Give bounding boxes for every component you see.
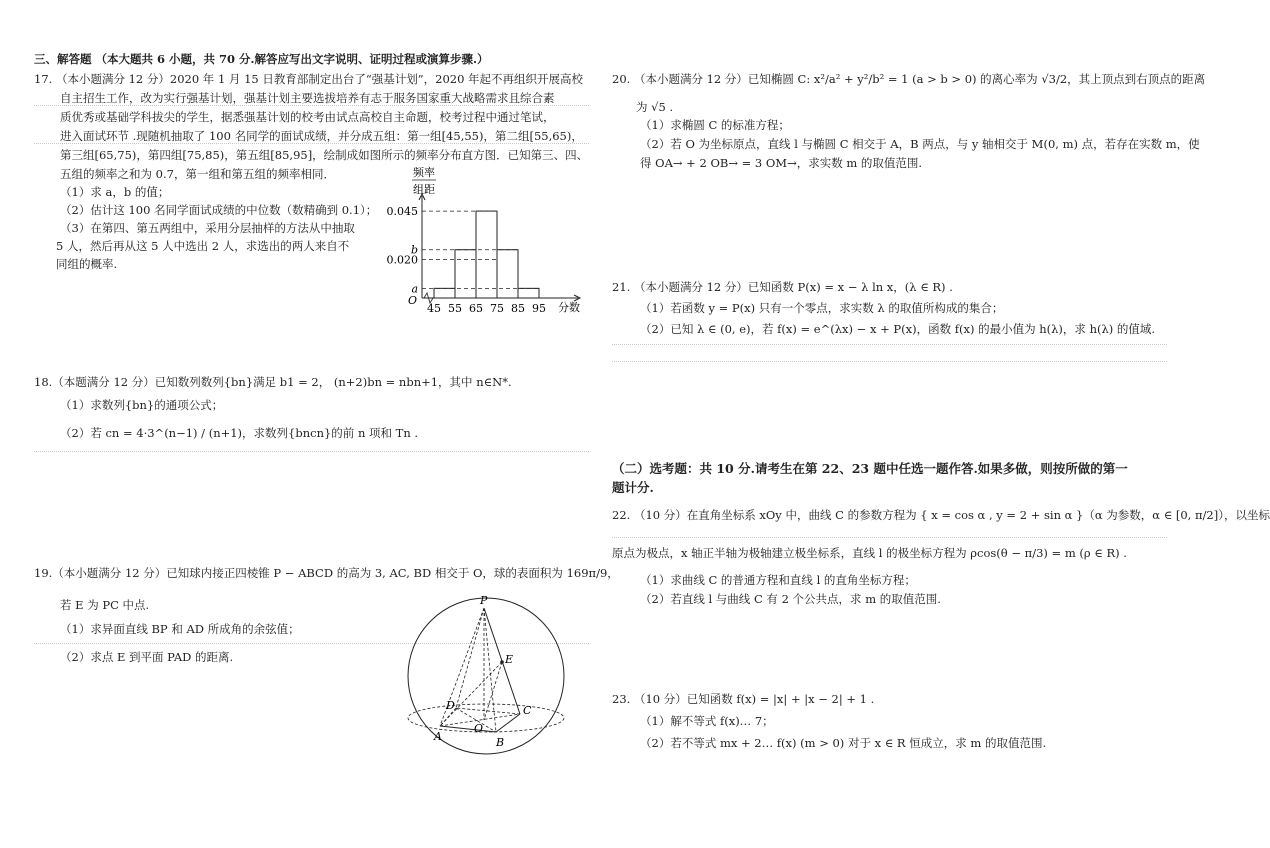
q17-line-4: 进入面试环节 .现随机抽取了 100 名同学的面试成绩，并分成五组：第一组[45,55)，第二组[55,65)， (60, 129, 583, 143)
histogram-bar (434, 288, 455, 298)
answer-line (612, 344, 1167, 345)
x-tick-label: 85 (511, 302, 525, 315)
q17-line-3: 质优秀或基础学科拔尖的学生，据悉强基计划的校考由试点高校自主命题，校考过程中通过笔试， (60, 110, 555, 124)
label-O: O (474, 722, 484, 735)
q18-part-2: （2）若 cn = 4·3^(n−1) / (n+1)，求数列{bncn}的前 n 项和 Tn . (60, 426, 419, 440)
x-tick-label: 45 (427, 302, 441, 315)
section3-heading: 三、解答题 （本大题共 6 小题，共 70 分.解答应写出文字说明、证明过程或演算步骤.） (34, 52, 489, 66)
q21-stem: 21. （本小题满分 12 分）已知函数 P(x) = x − λ ln x，(λ ∈ R) . (612, 280, 953, 294)
q22-stem-2: 原点为极点，x 轴正半轴为极轴建立极坐标系，直线 l 的极坐标方程为 ρcos(θ − π/3) = m (ρ ∈ R) . (612, 546, 1127, 560)
y-tick-label: b (410, 243, 418, 257)
q17-part-4: 5 人，然后再从这 5 人中选出 2 人，求选出的两人来自不 (56, 239, 350, 253)
x-tick-label: 55 (448, 302, 462, 315)
histogram-bar (518, 288, 539, 298)
xlabel: 分数 (558, 301, 580, 314)
frequency-histogram (388, 166, 588, 316)
q17-part-3: （3）在第四、第五两组中，采用分层抽样的方法从中抽取 (60, 221, 355, 235)
ylabel-top: 频率 (413, 166, 435, 179)
answer-line (34, 451, 589, 452)
q17-line-1: 17. （本小题满分 12 分）2020 年 1 月 15 日教育部制定出台了“强基计划”，2020 年起不再组织开展高校 (34, 72, 584, 86)
y-tick-label: 0.045 (386, 205, 418, 219)
y-tick-label: 0.020 (386, 253, 418, 267)
label-B: B (496, 736, 505, 749)
label-D: D (446, 699, 455, 712)
sphere-pyramid-figure (396, 596, 596, 756)
q17-part-5: 同组的概率. (56, 257, 118, 271)
optional-heading-1: （二）选考题：共 10 分.请考生在第 22、23 题中任选一题作答.如果多做，则按所做的第一 (612, 461, 1128, 476)
q17-line-6: 五组的频率之和为 0.7，第一组和第五组的频率相同． (60, 167, 335, 181)
histogram-bar (455, 250, 476, 298)
label-C: C (523, 704, 532, 717)
x-tick-label: 75 (490, 302, 504, 315)
y-tick-label: a (411, 282, 418, 296)
origin-label: O (408, 294, 418, 307)
q22-stem: 22. （10 分）在直角坐标系 xOy 中，曲线 C 的参数方程为 { x = cos α , y = 2 + sin α }（α 为参数，α ∈ [0, π/2]），以坐标 (612, 508, 1270, 522)
q23-part-2: （2）若不等式 mx + 2… f(x) (m > 0) 对于 x ∈ R 恒成立，求 m 的取值范围. (640, 736, 1047, 750)
label-P: P (480, 594, 488, 607)
q21-part-1: （1）若函数 y = P(x) 只有一个零点，求实数 λ 的取值所构成的集合； (640, 301, 1004, 315)
answer-line (34, 143, 589, 144)
label-A: A (434, 730, 442, 743)
q20-stem: 20. （本小题满分 12 分）已知椭圆 C: x²/a² + y²/b² = 1 (a > b > 0) 的离心率为 √3/2，其上顶点到右顶点的距离 (612, 72, 1206, 86)
answer-line (612, 537, 1167, 538)
x-tick-label: 95 (532, 302, 546, 315)
q17-part-1: （1）求 a，b 的值； (60, 185, 170, 199)
q23-part-1: （1）解不等式 f(x)… 7； (640, 714, 774, 728)
q21-part-2: （2）已知 λ ∈ (0, e)，若 f(x) = e^(λx) − x + P(x)，函数 f(x) 的最小值为 h(λ)，求 h(λ) 的值域. (640, 322, 1156, 336)
q20-part-2b: 得 OA→ + 2 OB→ = 3 OM→，求实数 m 的取值范围. (640, 156, 923, 170)
q19-stem: 19.（本小题满分 12 分）已知球内接正四棱锥 P − ABCD 的高为 3, AC, BD 相交于 O，球的表面积为 169π/9， (34, 566, 619, 580)
q19-part-2: （2）求点 E 到平面 PAD 的距离. (60, 650, 234, 664)
q22-part-1: （1）求曲线 C 的普通方程和直线 l 的直角坐标方程； (640, 573, 916, 587)
answer-line (612, 361, 1167, 362)
q20-part-2: （2）若 O 为坐标原点，直线 l 与椭圆 C 相交于 A，B 两点，与 y 轴相交于 M(0, m) 点，若存在实数 m，使 (640, 137, 1200, 151)
q20-stem-2: 为 √5 . (636, 100, 674, 114)
q22-part-2: （2）若直线 l 与曲线 C 有 2 个公共点，求 m 的取值范围. (640, 592, 941, 606)
histogram-bar (497, 250, 518, 298)
answer-line (34, 105, 589, 106)
q23-stem: 23. （10 分）已知函数 f(x) = |x| + |x − 2| + 1 . (612, 692, 875, 706)
q18-stem: 18.（本题满分 12 分）已知数列数列{bn}满足 b1 = 2， (n+2)bn = nbn+1，其中 n∈N*. (34, 375, 512, 389)
q18-part-1: （1）求数列{bn}的通项公式； (60, 398, 224, 412)
histogram-bar (476, 211, 497, 298)
q20-part-1: （1）求椭圆 C 的标准方程； (640, 118, 790, 132)
q17-line-2: 自主招生工作，改为实行强基计划，强基计划主要选拔培养有志于服务国家重大战略需求且综合素 (60, 91, 555, 105)
x-tick-label: 65 (469, 302, 483, 315)
q17-part-2: （2）估计这 100 名同学面试成绩的中位数（数精确到 0.1）； (60, 203, 378, 217)
ylabel-bottom: 组距 (413, 183, 435, 196)
q17-line-5: 第三组[65,75)，第四组[75,85)，第五组[85,95]，绘制成如图所示的频率分布直方图．已知第三、四、 (60, 148, 589, 162)
q19-part-1: （1）求异面直线 BP 和 AD 所成角的余弦值； (60, 622, 300, 636)
label-E: E (505, 653, 514, 666)
q19-stem-2: 若 E 为 PC 中点. (60, 598, 150, 612)
optional-heading-2: 题计分. (612, 480, 654, 495)
